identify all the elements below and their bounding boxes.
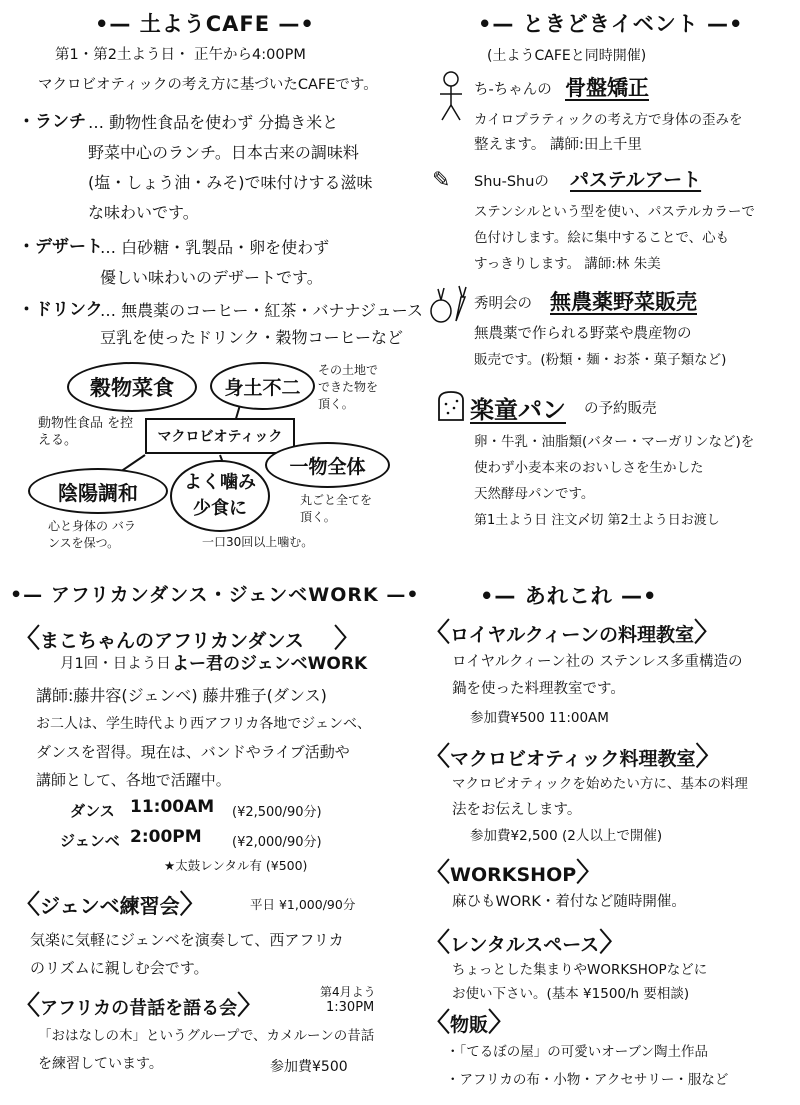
dance-time: 11:00AM (130, 797, 215, 817)
lunch-text-1: … 動物性食品を使わず 分搗き米と (88, 113, 339, 132)
rental-title: レンタルスペース (450, 934, 600, 956)
event2-pre: Shu-Shuの (474, 174, 549, 190)
diagram-center: マクロビオティック (145, 418, 295, 454)
africa-heading-text: まこちゃんのアフリカンダンス (40, 630, 304, 652)
africa-sub1: 月1回・日よう日 (60, 656, 171, 672)
workshop-heading: 〈WORKSHOP〉 (424, 858, 603, 888)
drink-label: ・ドリンク (18, 300, 103, 320)
macro-text-1: マクロビオティックを始めたい方に、基本の料理 (452, 776, 748, 792)
dessert-text-1: … 白砂糖・乳製品・卵を使わず (100, 238, 330, 257)
drum-rental-note: ★太鼓レンタル有 (¥500) (164, 858, 308, 873)
event4-title: 楽童パン (470, 396, 566, 424)
story-fee: 参加費¥500 (270, 1059, 348, 1075)
bubble-yinyang: 陰陽調和 (28, 468, 168, 514)
story-heading: 〈アフリカの昔話を語る会〉 (14, 991, 264, 1021)
vegetable-icon (428, 283, 468, 325)
local-note: その土地で できた物を 頂く。 (318, 363, 379, 411)
dance-fee: (¥2,500/90分) (232, 805, 322, 820)
africa-section-title: •— アフリカンダンス・ジェンベWORK —• (10, 584, 420, 606)
events-subtitle: (土ようCAFEと同時開催) (487, 48, 647, 64)
cafe-schedule: 第1・第2土よう日・ 正午から4:00PM (55, 47, 306, 63)
person-icon (436, 70, 466, 122)
event2-text-3: すっきりします。 講師:林 朱美 (474, 256, 661, 272)
story-title: アフリカの昔話を語る会 (40, 998, 238, 1019)
goods-item-1: ・「てるぼの屋」の可愛いオーブン陶土作品 (446, 1044, 709, 1060)
drink-text-2: 豆乳を使ったドリンク・穀物コーヒーなど (100, 328, 404, 347)
africa-heading: 〈まこちゃんのアフリカンダンス 〉 (14, 624, 360, 654)
event1-text-2: 整えます。 講師:田上千里 (474, 137, 642, 153)
event3-title: 無農薬野菜販売 (550, 290, 697, 314)
lunch-text-3: (塩・しょう油・みそ)で味付けする滋味 (88, 173, 373, 192)
event3-text-2: 販売です。(粉類・麺・お茶・菓子類など) (474, 352, 727, 368)
events-section-title: •— ときどきイベント —• (478, 12, 744, 36)
lunch-text-4: な味わいです。 (88, 203, 199, 222)
workshop-text-1: 麻ひもWORK・着付など随時開催。 (452, 894, 686, 910)
dessert-text-2: 優しい味わいのデザートです。 (100, 268, 323, 287)
goods-title: 物販 (450, 1014, 489, 1036)
event2-text-1: ステンシルという型を使い、パステルカラーで (474, 204, 755, 220)
bubble-grain: 穀物菜食 (67, 362, 197, 412)
cafe-section-title: •— 土ようCAFE —• (95, 12, 315, 36)
bubble-chew: よく噛み 少食に (170, 460, 270, 532)
dessert-label: ・デザート (18, 237, 103, 257)
africa-text-3: 講師として、各地で活躍中。 (36, 771, 231, 789)
whole-note: 丸ごと全てを 頂く。 (300, 493, 373, 524)
rental-heading: 〈レンタルスペース〉 (424, 928, 626, 958)
story-when-1: 第4月よう (320, 985, 376, 999)
practice-text-1: 気楽に気軽にジェンベを演奏して、西アフリカ (30, 931, 344, 949)
africa-text-2: ダンスを習得。現在は、バンドやライブ活動や (36, 743, 350, 761)
royal-text-1: ロイヤルクィーン社の ステンレス多重構造の (452, 654, 743, 670)
royal-title: ロイヤルクィーンの料理教室 (450, 624, 694, 646)
event4-text-3: 天然酵母パンです。 (474, 486, 595, 502)
macro-fee: 参加費¥2,500 (2人以上で開催) (470, 828, 663, 844)
rental-text-1: ちょっとした集まりやWORKSHOPなどに (452, 962, 708, 978)
royal-text-2: 鍋を使った料理教室です。 (452, 681, 625, 697)
djembe-label: ジェンベ (60, 832, 120, 850)
practice-text-2: のリズムに親しむ会です。 (30, 959, 209, 977)
africa-text-1: お二人は、学生時代より西アフリカ各地でジェンベ、 (36, 716, 372, 732)
africa-sub2: よー君のジェンベWORK (172, 654, 368, 674)
event1-text-1: カイロプラティックの考え方で身体の歪みを (474, 112, 743, 128)
djembe-fee: (¥2,000/90分) (232, 835, 322, 850)
pencil-icon: ✎ (432, 168, 451, 193)
yinyang-note: 心と身体の バランスを保つ。 (48, 519, 136, 550)
event1-title: 骨盤矯正 (565, 76, 649, 100)
dance-label: ダンス (70, 802, 115, 820)
event4-post: の予約販売 (584, 401, 657, 417)
event4-text-2: 使わず小麦本来のおいしさを生かした (474, 460, 704, 476)
event3-text-1: 無農薬で作られる野菜や農産物の (474, 326, 692, 342)
animal-note: 動物性食品 を控える。 (38, 416, 134, 448)
event4-text-1: 卵・牛乳・油脂類(バター・マーガリンなど)を (474, 434, 755, 450)
cafe-intro: マクロビオティックの考え方に基づいたCAFEです。 (38, 77, 378, 93)
practice-title: ジェンベ練習会 (40, 894, 180, 918)
lunch-label: ・ランチ (18, 112, 86, 132)
story-text-2: を練習しています。 (38, 1056, 163, 1072)
chew-note: 一口30回以上噛む。 (202, 535, 314, 549)
event1-pre: ち-ちゃんの (474, 82, 552, 98)
story-text-1: 「おはなしの木」というグループで、カメルーンの昔話 (38, 1028, 375, 1044)
practice-heading: 〈ジェンベ練習会〉 (14, 890, 206, 920)
drink-text-1: … 無農薬のコーヒー・紅茶・バナナジュース (100, 301, 424, 320)
bread-icon (436, 390, 466, 422)
bubble-whole: 一物全体 (265, 442, 390, 488)
rental-text-2: お使い下さい。(基本 ¥1500/h 要相談) (452, 986, 690, 1002)
event2-text-2: 色付けします。絵に集中することで、心も (474, 230, 730, 246)
macro-text-2: 法をお伝えします。 (452, 802, 582, 818)
goods-item-2: ・アフリカの布・小物・アクセサリー・服など (446, 1072, 729, 1088)
story-when-2: 1:30PM (326, 1000, 375, 1015)
royal-heading: 〈ロイヤルクィーンの料理教室〉 (424, 618, 720, 648)
macro-heading: 〈マクロビオティック料理教室〉 (424, 742, 722, 772)
misc-section-title: •— あれこれ —• (480, 584, 658, 608)
event4-text-4: 第1土よう日 注文〆切 第2土よう日お渡し (474, 513, 720, 528)
djembe-time: 2:00PM (130, 827, 202, 847)
bubble-local: 身土不二 (210, 362, 315, 410)
africa-teachers: 講師:藤井容(ジェンベ) 藤井雅子(ダンス) (36, 686, 327, 705)
goods-heading: 〈物販〉 (424, 1008, 515, 1038)
event2-title: パステルアート (570, 169, 702, 191)
workshop-title: WORKSHOP (450, 864, 577, 886)
macro-title: マクロビオティック料理教室 (450, 748, 696, 770)
event3-pre: 秀明会の (474, 296, 532, 312)
practice-fee: 平日 ¥1,000/90分 (250, 897, 356, 912)
royal-fee: 参加費¥500 11:00AM (470, 710, 609, 726)
lunch-text-2: 野菜中心のランチ。日本古来の調味料 (88, 143, 359, 162)
